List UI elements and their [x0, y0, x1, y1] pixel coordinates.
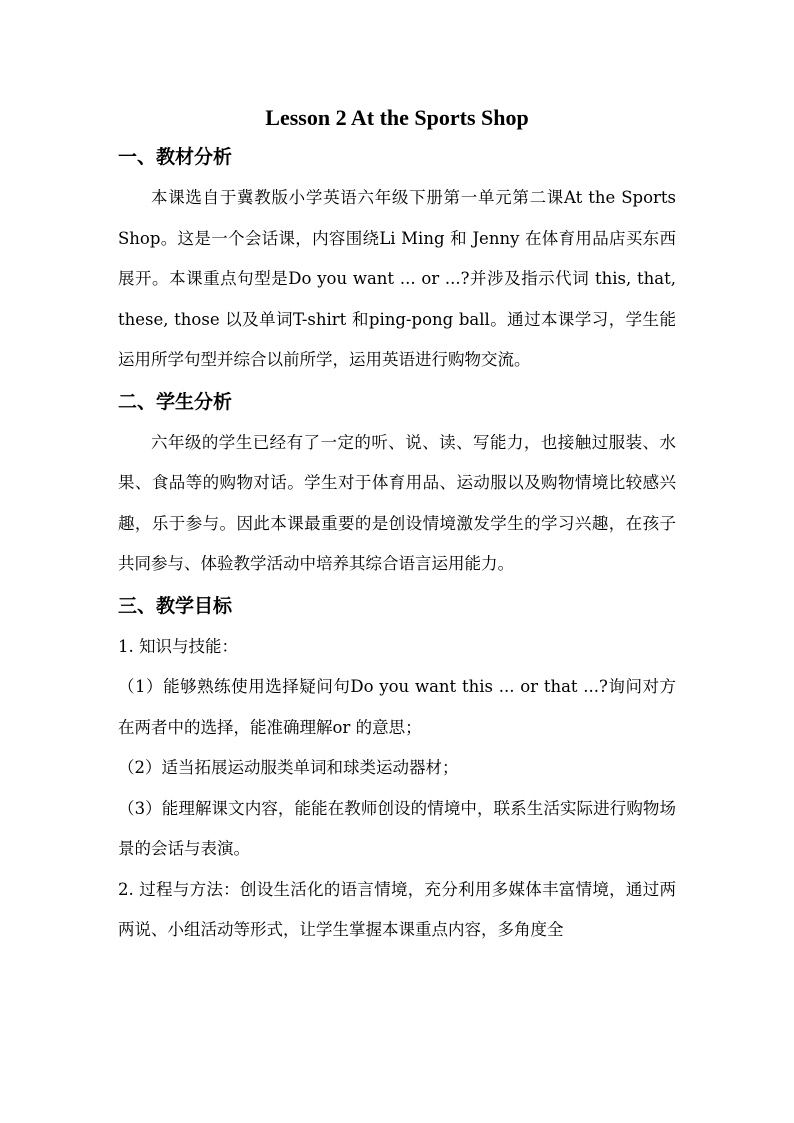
objective-item-1: （1）能够熟练使用选择疑问句Do you want this ... or that ...?询问对方在两者中的选择，能准确理解or 的意思； [118, 677, 676, 737]
section-heading-student-analysis: 二、学生分析 [118, 390, 233, 413]
objective-item-3: （3）能理解课文内容，能能在教师创设的情境中，联系生活实际进行购物场景的会话与表演。 [118, 798, 676, 858]
objective-knowledge-skills-label: 1. 知识与技能： [118, 636, 238, 656]
objective-item-2: （2）适当拓展运动服类单词和球类运动器材； [118, 758, 459, 777]
paragraph-student-analysis: 六年级的学生已经有了一定的听、说、读、写能力，也接触过服装、水果、食品等的购物对话。学生对于体育用品、运动服以及购物情境比较感兴趣，乐于参与。因此本课最重要的是创设情境激发学生的学习兴趣，在孩子共同参与、体验教学活动中培养其综合语言运用能力。 [118, 432, 676, 573]
paragraph-textbook-analysis: 本课选自于冀教版小学英语六年级下册第一单元第二课At the Sports Shop。这是一个会话课，内容围绕Li Ming 和 Jenny 在体育用品店买东西展开。本课重点句型是Do you want ... or ...?并涉及指示代词 this, that, these, those 以及单词T-shirt 和ping-pong ball。通过本课学习，学生能运用所学句型并综合以前所学，运用英语进行购物交流。 [118, 188, 676, 369]
section-heading-teaching-objectives: 三、教学目标 [118, 594, 233, 617]
document-page [118, 100, 676, 951]
document-title: Lesson 2 At the Sports Shop [265, 105, 529, 130]
section-heading-textbook-analysis: 一、教材分析 [118, 146, 233, 168]
objective-process-methods: 2. 过程与方法：创设生活化的语言情境，充分利用多媒体丰富情境，通过两两说、小组活动等形式，让学生掌握本课重点内容，多角度全 [118, 879, 676, 939]
